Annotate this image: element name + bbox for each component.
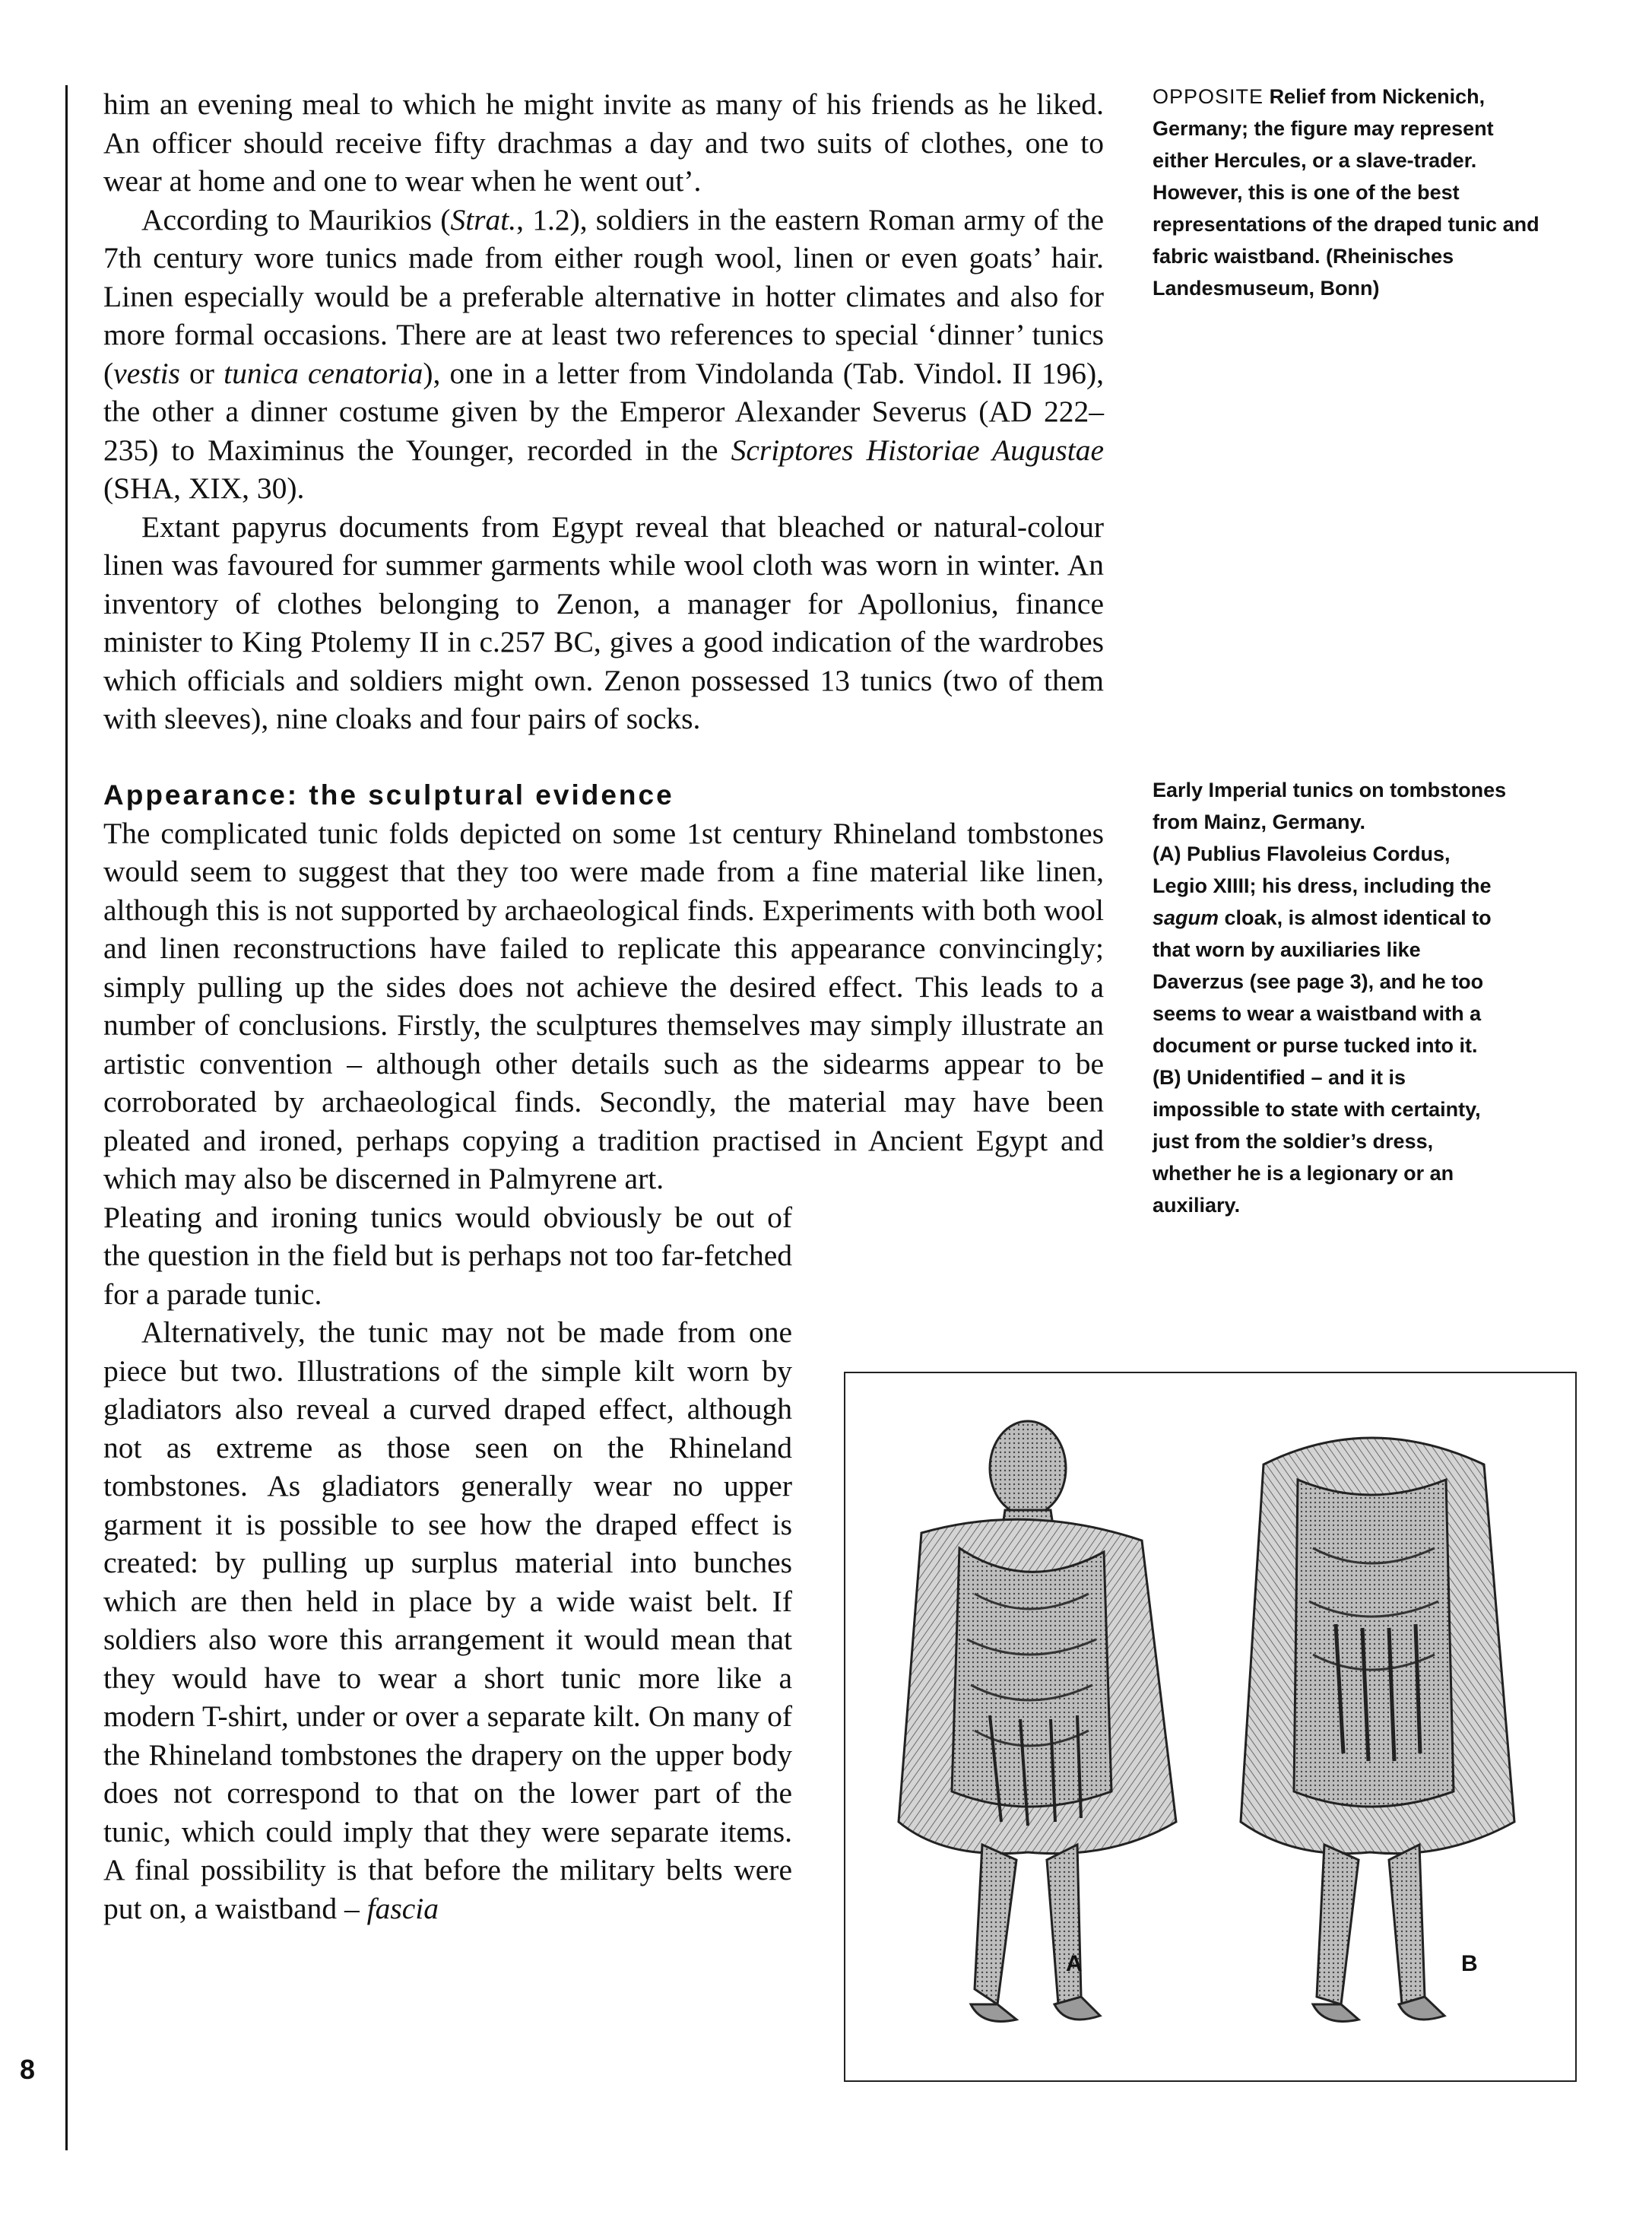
text-run: Alternatively, the tunic may not be made from one piece but two. Illustrations of the simple kilt worn by gladiators also reveal a curved draped effect, although not as extreme as those seen on the Rhineland tombstones. As gladiators generally wear no upper garment it is possible to see how the draped effect is created: by pulling up surplus material into bunches which are then held in place by a wide waist belt. If soldiers also wore this arrangement it would mean that they would have to wear a short tunic more like a modern T-shirt, under or over a separate kilt. On many of the Rhineland tombstones the drapery on the upper body does not correspond to that on the lower part of the tunic, which could imply that they were separate items. A final possibility is that before the military belts were put on, a waistband –	[103, 1315, 792, 1925]
italic-run: sagum	[1153, 906, 1219, 929]
paragraph-4-continued: Pleating and ironing tunics would obviously be out of the question in the field but is perhaps not too far-fetched for a parade tunic.	[103, 1200, 792, 1311]
left-margin-rule	[65, 85, 68, 2150]
text-run: cloak, is almost identical to that worn by auxiliaries like Daverzus (see page 3), and he too seems to wear a waistband with a document or purse tucked into it.	[1153, 906, 1492, 1057]
paragraph-5	[103, 1313, 792, 1928]
caption-text: Relief from Nickenich, Germany; the figure may represent either Hercules, or a slave-trader. However, this is one of the best representations of the draped tunic and fabric waistband. (Rheinisches Landesmuseum, Bonn)	[1153, 85, 1539, 300]
section-heading: Appearance: the sculptural evidence	[103, 779, 674, 811]
narrow-text-block	[103, 1198, 792, 1928]
text-run: (SHA, XIX, 30).	[103, 471, 305, 505]
paragraph-1: him an evening meal to which he might invite as many of his friends as he liked. An officer should receive fifty drachmas a day and two suits of clothes, one to wear at home and one to wear when he went out’.	[103, 87, 1104, 198]
figure-label-b: B	[1461, 1951, 1478, 1976]
paragraph-2	[103, 201, 1104, 508]
text-run: , 1.2), soldiers in the eastern Roman army of the 7th century wore tunics made from either rough wool, linen or even goats’ hair. Linen especially would be a preferable alternative in hotter climates and also for more formal occasions. There are at least two references to special ‘dinner’ tunics (	[103, 202, 1104, 390]
figure-label-a: A	[1066, 1951, 1083, 1976]
caption-item-b: (B) Unidentified – and it is impossible to state with certainty, just from the soldier’s dress, whether he is a legionary or an auxiliary.	[1153, 1066, 1481, 1217]
paragraph-4: The complicated tunic folds depicted on some 1st century Rhineland tombstones would seem to suggest that they too were made from a fine material like linen, although this is not supported by archaeological finds. Experiments with both wool and linen reconstructions have failed to replicate this appearance convincingly; simply pulling up the sides does not achieve the desired effect. This leads to a number of conclusions. Firstly, the sculptures themselves may simply illustrate an artistic convention – although other details such as the sidearms appear to be corroborated by archaeological finds. Secondly, the material may have been pleated and ironed, perhaps copying a tradition practised in Ancient Egypt and which may also be discerned in Palmyrene art.	[103, 816, 1104, 1195]
text-run: (A) Publius Flavoleius Cordus, Legio XIIII; his dress, including the	[1153, 842, 1492, 897]
text-run: According to Maurikios (	[141, 202, 451, 236]
caption-title: Early Imperial tunics on tombstones from Mainz, Germany.	[1153, 779, 1507, 833]
italic-run: Scriptores Historiae Augustae	[731, 433, 1104, 467]
italic-run: tunica cenatoria	[224, 356, 423, 390]
statue-b-drawing	[1218, 1396, 1537, 2065]
caption-lead: OPPOSITE	[1153, 85, 1264, 108]
caption-opposite	[1153, 81, 1548, 304]
text-run: ), one in a letter from Vindolanda (Tab. Vindol. II 196), the other a dinner costume given by the Emperor Alexander Severus (AD 222–235) to Maximinus the Younger, recorded in the	[103, 356, 1104, 467]
caption-item-a	[1153, 838, 1510, 1061]
statue-a-drawing	[876, 1396, 1195, 2065]
page-number: 8	[20, 2054, 36, 2085]
text-run: or	[179, 356, 224, 390]
italic-run: Strat.	[450, 202, 517, 236]
paragraph-3: Extant papyrus documents from Egypt reveal that bleached or natural-colour linen was favoured for summer garments while wool cloth was worn in winter. An inventory of clothes belonging to Zenon, a manager for Apollonius, finance minister to King Ptolemy II in c.257 BC, gives a good indication of the wardrobes which officials and soldiers might own. Zenon possessed 13 tunics (two of them with sleeves), nine cloaks and four pairs of socks.	[103, 509, 1104, 735]
figure-tombstones	[844, 1372, 1577, 2082]
italic-run: vestis	[113, 356, 180, 390]
caption-figure	[1153, 774, 1510, 1221]
italic-run: fascia	[366, 1891, 439, 1925]
